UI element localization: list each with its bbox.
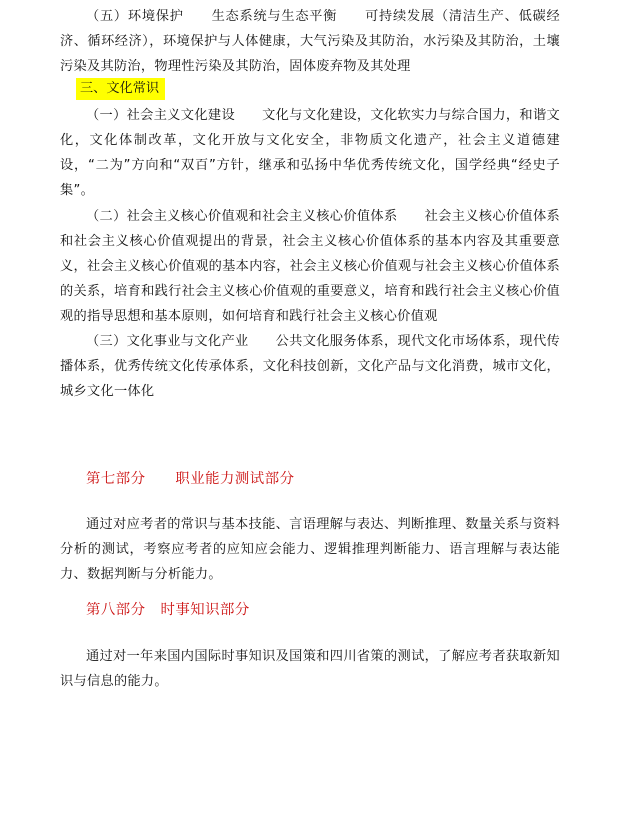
culture-construction-paragraph: （一）社会主义文化建设 文化与文化建设，文化软实力与综合国力，和谐文化，文化体制改革，文化开放与文化安全，非物质文化遗产，社会主义道德建设，“二为”方向和“双百”方针，继承和弘扬中华优秀传统文化，国学经典“经史子集”。: [60, 108, 560, 198]
section-culture-heading: 三、文化常识: [76, 78, 165, 100]
env-protection-paragraph: （五）环境保护 生态系统与生态平衡 可持续发展（清洁生产、低碳经济、循环经济），环境保护与人体健康，大气污染及其防治，水污染及其防治，土壤污染及其防治，物理性污染及其防治，固体废弃物及其处理: [60, 9, 560, 74]
part7-body: 通过对应考者的常识与基本技能、言语理解与表达、判断推理、数量关系与资料分析的测试，考察应考者的应知应会能力、逻辑推理判断能力、语言理解与表达能力、数据判断与分析能力。: [60, 517, 560, 582]
core-values-paragraph: （二）社会主义核心价值观和社会主义核心价值体系 社会主义核心价值体系和社会主义核心价值观提出的背景，社会主义核心价值体系的基本内容及其重要意义，社会主义核心价值观的基本内容，社会主义核心价值观与社会主义核心价值体系的关系，培育和践行社会主义核心价值观的重要意义，培育和践行社会主义核心价值观的指导思想和基本原则，如何培育和践行社会主义核心价值观: [60, 209, 560, 324]
part8-heading: 第八部分 时事知识部分: [86, 602, 250, 618]
culture-industry-paragraph: （三）文化事业与文化产业 公共文化服务体系，现代文化市场体系，现代传播体系，优秀传统文化传承体系，文化科技创新，文化产品与文化消费，城市文化，城乡文化一体化: [60, 334, 560, 399]
part8-body: 通过对一年来国内国际时事知识及国策和四川省策的测试，了解应考者获取新知识与信息的能力。: [60, 649, 560, 689]
part7-heading: 第七部分 职业能力测试部分: [86, 471, 295, 487]
